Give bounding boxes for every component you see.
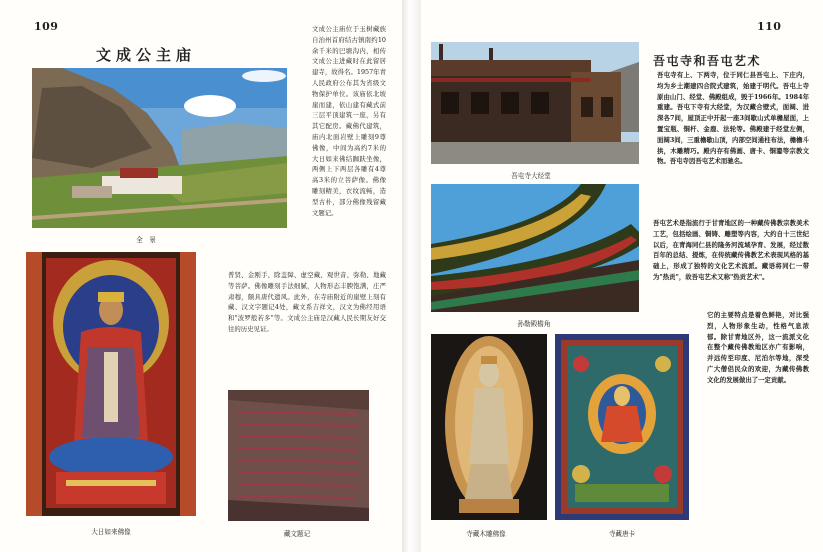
caption-eaves: 孙勒殿檐角 (517, 320, 551, 328)
caption-thangka: 寺藏唐卡 (608, 530, 636, 538)
caption-statue: 寺藏木雕佛像 (466, 530, 506, 538)
eaves-photo (431, 184, 639, 312)
text-full: 普贤、金刚手、除盖障、虚空藏、观世音、弥勒、地藏等菩萨。佛像雕刻手法细腻，人物形态丰腴饱满，庄严肃穆，颇具唐代遗风。此外，在寺庙附近的崖壁上刻有藏、汉文字题记4处，藏文系吉祥文，汉文为佛经用语和"波罗般若多"等。文成公主庙是汉藏人民长期友好交往的历史见证。 (228, 271, 386, 333)
right-page (421, 0, 823, 552)
section-title: 吾屯寺和吾屯艺术 (653, 54, 762, 68)
page-number: 109 (34, 20, 59, 33)
caption-full-view: 全 景 (136, 236, 156, 244)
left-page (0, 0, 402, 552)
full-view-photo (32, 68, 287, 228)
text-bottom: 它的主要特点是着色鲜艳，对比强烈，人物形象生动，性格气息浓郁。除甘青地区外，这一流派文化在整个藏传佛教地区亦广有影响，并远传至印度、尼泊尔等地，深受广大僧侣民众的欢迎，为藏传佛教文化的发展做出了一定贡献。 (707, 311, 809, 384)
inscription-photo (228, 390, 369, 521)
page-number: 110 (757, 20, 782, 33)
main-hall-photo (431, 42, 639, 164)
caption-buddha: 大日如来佛像 (91, 528, 131, 536)
caption-hall: 吾屯寺大经堂 (511, 172, 551, 180)
page-title: 文成公主庙 (96, 46, 197, 64)
text-column: 文成公主庙位于玉树藏族自治州首府结古镇南约10余千米的巴塘沟内，相传文成公主进藏时在此留居建寺，故得名。1957年青人民政府公布其为省级文物保护单位。该庙依北坡崖而建，依山建有藏式前三层平顶建筑一座，另有其它配房。藏佛代建筑，庙内北面岩壁上雕刻9尊佛像，中间为高约7米的大日如来佛结跏趺坐像，两侧上下两层各雕有4尊高3米的立菩萨像。佛像雕刻精美，衣纹流畅，造型古朴，部分佛像残留藏文题记。 (312, 25, 386, 217)
caption-inscription: 藏文题记 (283, 530, 311, 538)
text-top: 吾屯寺有上、下两寺，位于同仁县吾屯上、下庄内，均为乡土潮建四合院式建筑，始建于明代。吾屯上寺原由山门、经堂、佛殿组成，毁于1966年。1984年重建。吾屯下寺有大经堂，为汉藏合壁式，面阔、进深各7间，屋顶正中开起一座3间歇山式单檐屋面，上置宝瓶、铜杆、金鹿、法轮等。佛殿建于经堂左侧，面阔3间，三重檐歇山顶，内部空间通柱布法，檐檐斗拱，木雕精巧。殿内存有佛画、唐卡、铜鎏等宗教文物。吾屯寺因吾屯艺术而驰名。 (657, 71, 809, 166)
text-mid: 吾屯艺术是指流行于甘青地区的一种藏传佛教宗教美术工艺，包括绘画、铜铸、雕塑等内容，大约自十三世纪以后，在青海同仁县的隆务河流域孕育、发展，经过数百年的总结、提炼，在传统藏传佛教艺术表现风格的基础上，形成了独特的文化艺术流派。藏语将同仁一带为"热贡"，故吾屯艺术又称"热贡艺术"。 (653, 219, 809, 281)
thangka-photo (555, 334, 689, 520)
wooden-statue-photo (431, 334, 547, 520)
buddha-statue-photo (26, 252, 196, 516)
book-gutter (402, 0, 421, 552)
